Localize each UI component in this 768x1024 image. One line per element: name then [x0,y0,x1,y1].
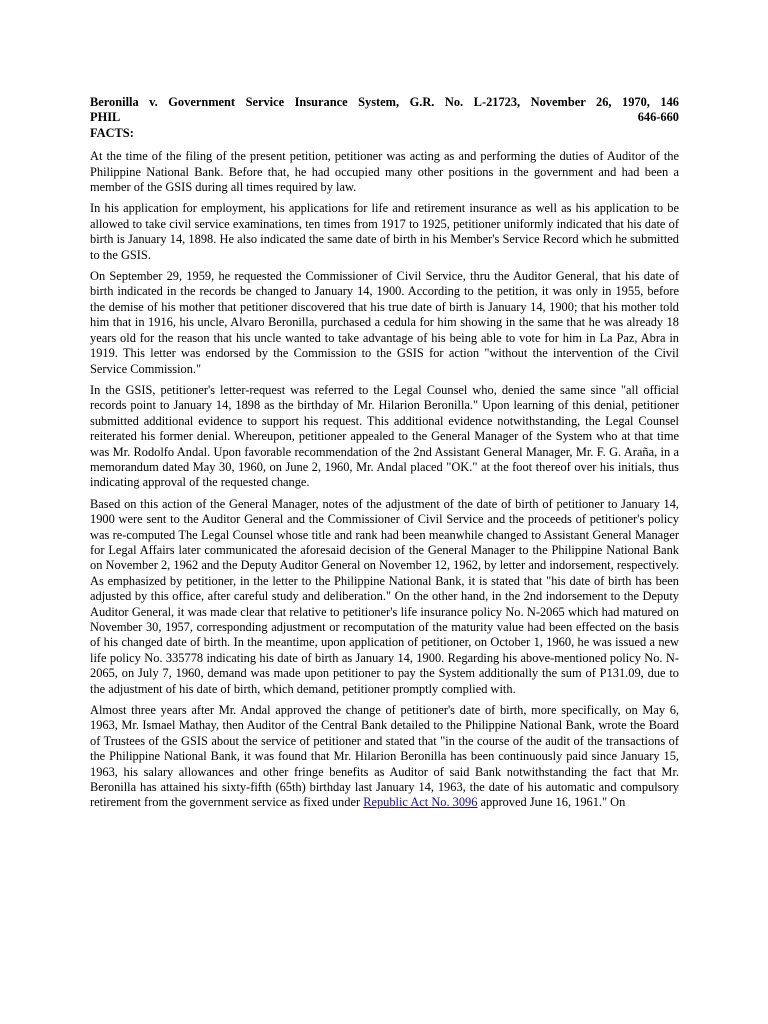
paragraph: At the time of the filing of the present petition, petitioner was acting as and performing the duties of Auditor of the Philippine National Bank. Before that, he had occupied many other positions in the government and had been a member of the GSIS during all times required by law. [90,149,679,195]
case-citation-line [90,110,679,125]
citation-reporter: PHIL [90,110,121,125]
paragraph: Based on this action of the General Manager, notes of the adjustment of the date of birth of petitioner to January 14, 1900 were sent to the Auditor General and the Commissioner of Civil Service and the proceeds of petitioner's policy was re-computed The Legal Counsel whose title and rank had been meanwhile changed to Assistant General Manager for Legal Affairs later communicated the aforesaid decision of the General Manager to the Philippine National Bank on November 2, 1962 and the Deputy Auditor General on November 12, 1962, by letter and indorsement, respectively. As emphasized by petitioner, in the letter to the Philippine National Bank, it is stated that "his date of birth has been adjusted by this office, after careful study and deliberation." On the other hand, in the 2nd indorsement to the Deputy Auditor General, it was made clear that relative to petitioner's life insurance policy No. N-2065 which had matured on November 30, 1957, corresponding adjustment or recomputation of the maturity value had been effected on the basis of his changed date of birth. In the meantime, upon application of petitioner, on October 1, 1960, he was issued a new life policy No. 335778 indicating his date of birth as January 14, 1900. Regarding his above-mentioned policy No. N-2065, on July 7, 1960, demand was made upon petitioner to pay the System additionally the sum of P131.09, due to the adjustment of his date of birth, which demand, petitioner promptly complied with. [90,496,679,696]
paragraph-text-end: approved June 16, 1961." On [477,795,626,810]
citation-pages: 646-660 [637,110,679,125]
case-title: Beronilla v. Government Service Insurance System, G.R. No. L-21723, November 26, 1970, 146 [90,95,679,109]
paragraph: In his application for employment, his applications for life and retirement insurance as well as his application to be allowed to take civil service examinations, ten times from 1917 to 1925, petitioner uniformly indicated that his date of birth is January 14, 1898. He also indicated the same date of birth in his Member's Service Record which he submitted to the GSIS. [90,201,679,262]
paragraph: In the GSIS, petitioner's letter-request was referred to the Legal Counsel who, denied the same since "all official records point to January 14, 1898 as the birthday of Mr. Hilarion Beronilla." Upon learning of this denial, petitioner submitted additional evidence to support his request. This additional evidence notwithstanding, the Legal Counsel reiterated his former denial. Whereupon, petitioner appealed to the General Manager of the System who at that time was Mr. Rodolfo Andal. Upon favorable recommendation of the 2nd Assistant General Manager, Mr. F. G. Araña, in a memorandum dated May 30, 1960, on June 2, 1960, Mr. Andal placed "OK." at the foot thereof over his initials, thus indicating approval of the requested change. [90,382,679,490]
facts-heading: FACTS: [90,125,134,140]
paragraph-text: Almost three years after Mr. Andal approved the change of petitioner's date of birth, more specifically, on May 6, 1963, Mr. Ismael Mathay, then Auditor of the Central Bank detailed to the Philippine National Bank, wrote the Board of Trustees of the GSIS about the service of petitioner and stated that "in the course of the audit of the transactions of the Philippine National Bank, it was found that Mr. Hilarion Beronilla has been continuously paid since January 15, 1963, his salary allowances and other fringe benefits as Auditor of said Bank notwithstanding the fact that Mr. Beronilla has attained his sixty-fifth (65th) birthday last January 14, 1963, the date of his automatic and compulsory retirement from the government service as fixed under [90,703,679,810]
paragraph-last [90,703,679,811]
document-page [90,95,679,817]
republic-act-link[interactable]: Republic Act No. 3096 [363,795,478,810]
paragraph: On September 29, 1959, he requested the Commissioner of Civil Service, thru the Auditor General, that his date of birth indicated in the records be changed to January 14, 1900. According to the petition, it was only in 1955, before the demise of his mother that petitioner discovered that his true date of birth is January 14, 1900; that his mother told him that in 1916, his uncle, Alvaro Beronilla, purchased a cedula for him showing in the same that he was already 18 years old for the reason that his uncle wanted to take advantage of his being able to vote for him in La Paz, Abra in 1919. This letter was endorsed by the Commission to the GSIS for action "without the intervention of the Civil Service Commission." [90,269,679,376]
